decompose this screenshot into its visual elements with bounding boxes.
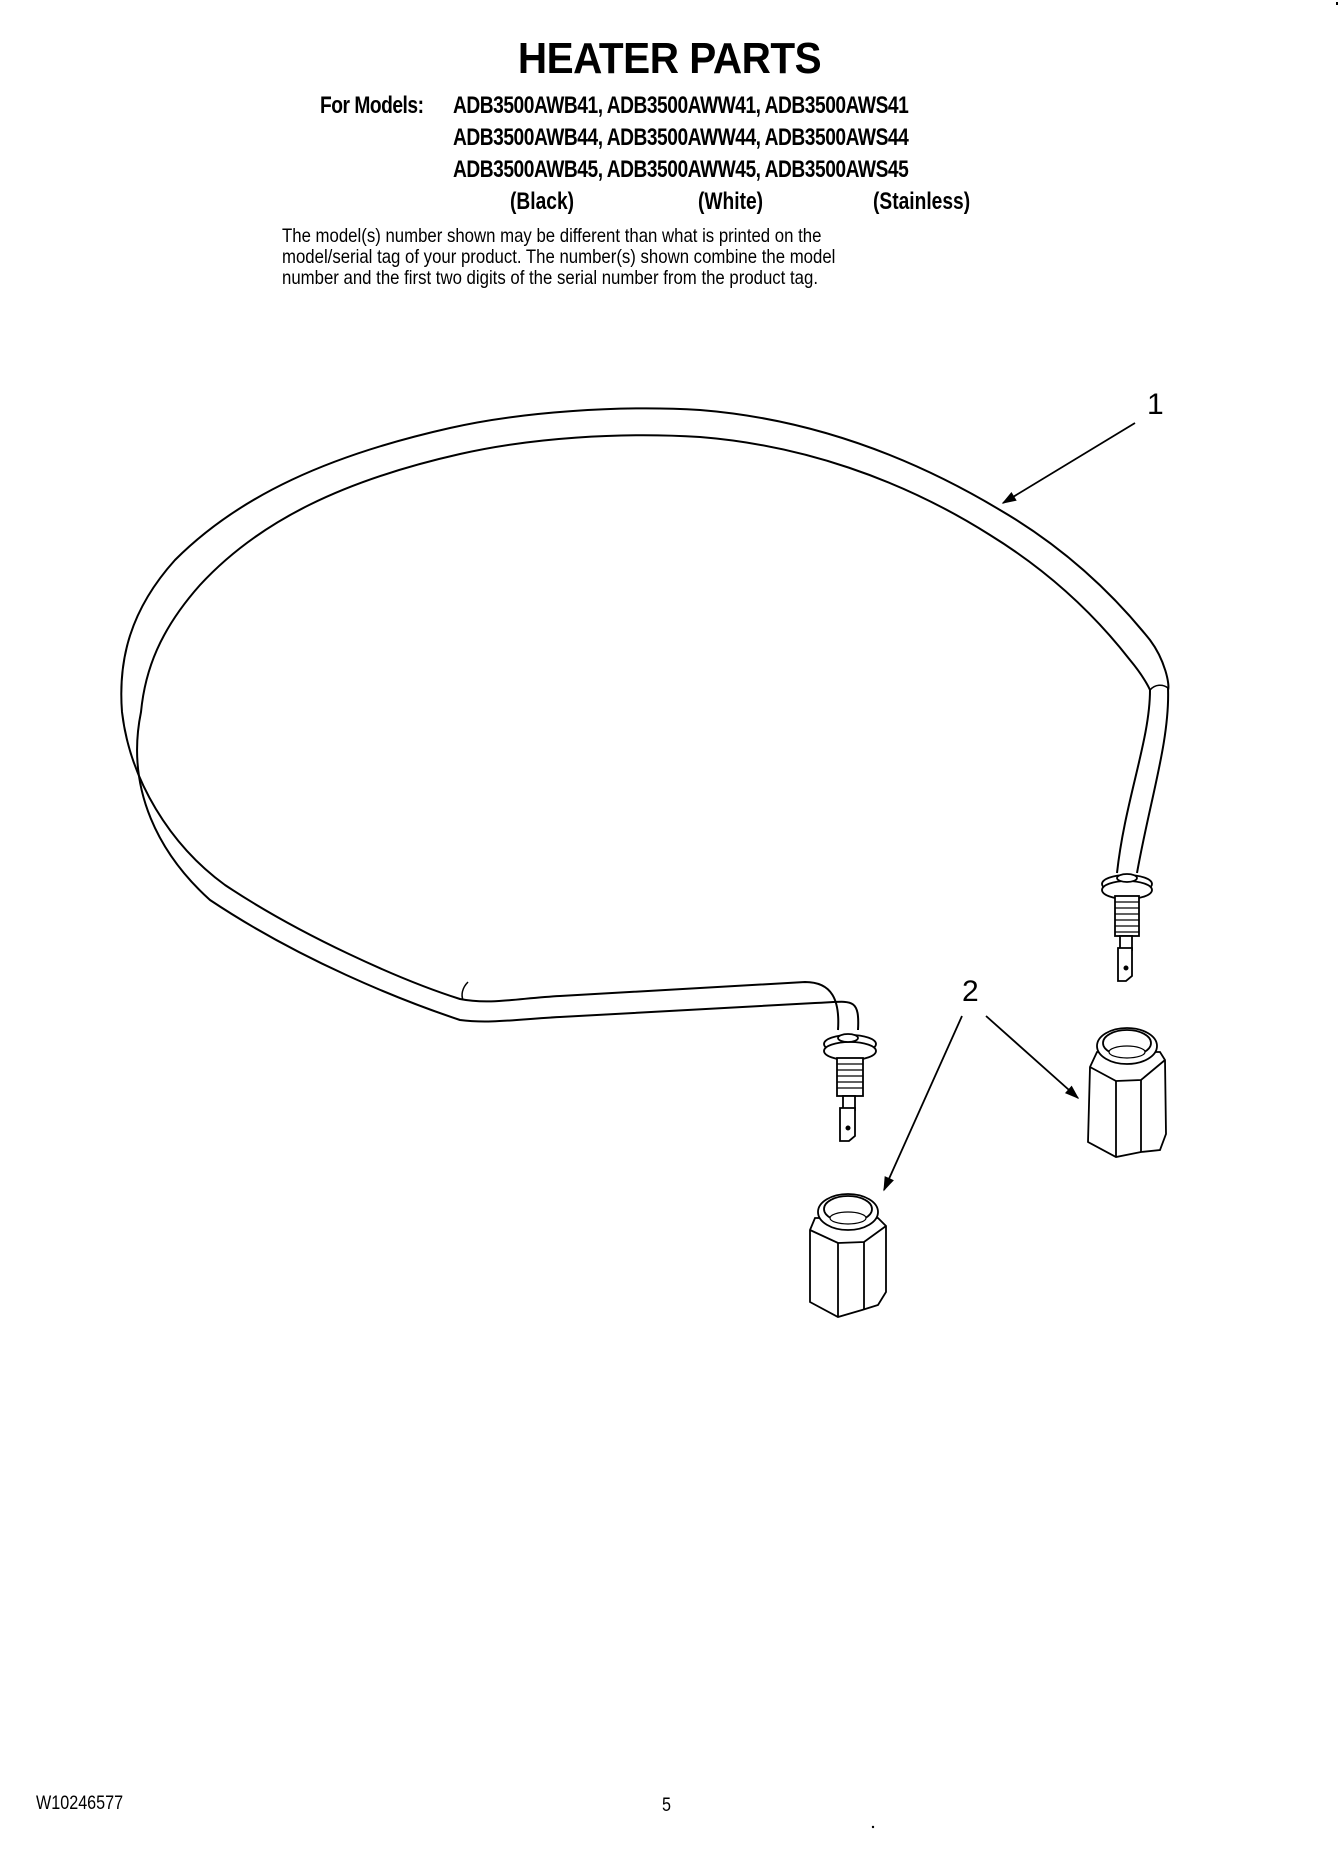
color-label-black: (Black) <box>510 188 575 215</box>
color-label-stainless: (Stainless) <box>873 188 971 215</box>
heater-element <box>121 408 1168 1030</box>
left-terminal <box>824 1034 876 1141</box>
notice-line-2: model/serial tag of your product. The number(s) shown combine the model <box>282 246 836 268</box>
notice-line-1: The model(s) number shown may be different than what is printed on the <box>282 225 822 247</box>
callout-2-leader-left <box>884 1016 962 1190</box>
model-row-3: ADB3500AWB45, ADB3500AWW45, ADB3500AWS45 <box>453 156 909 183</box>
terminal-nut-right <box>1088 1028 1166 1157</box>
notice-line-3: number and the first two digits of the serial number from the product tag. <box>282 267 818 289</box>
page-title: HEATER PARTS <box>517 34 822 83</box>
page-number: 5 <box>662 1795 671 1816</box>
callout-1-leader <box>1003 423 1135 503</box>
model-row-2: ADB3500AWB44, ADB3500AWW44, ADB3500AWS44 <box>453 124 909 151</box>
document-number: W10246577 <box>36 1793 124 1814</box>
callout-2-leader-right <box>986 1016 1078 1098</box>
model-row-1: ADB3500AWB41, ADB3500AWW41, ADB3500AWS41 <box>453 92 909 119</box>
color-label-white: (White) <box>698 188 764 215</box>
callout-2: 2 <box>962 975 979 1008</box>
models-prefix: For Models: <box>320 92 424 119</box>
callout-1: 1 <box>1147 388 1164 421</box>
terminal-nut-left <box>810 1194 886 1317</box>
right-terminal <box>1102 874 1152 981</box>
